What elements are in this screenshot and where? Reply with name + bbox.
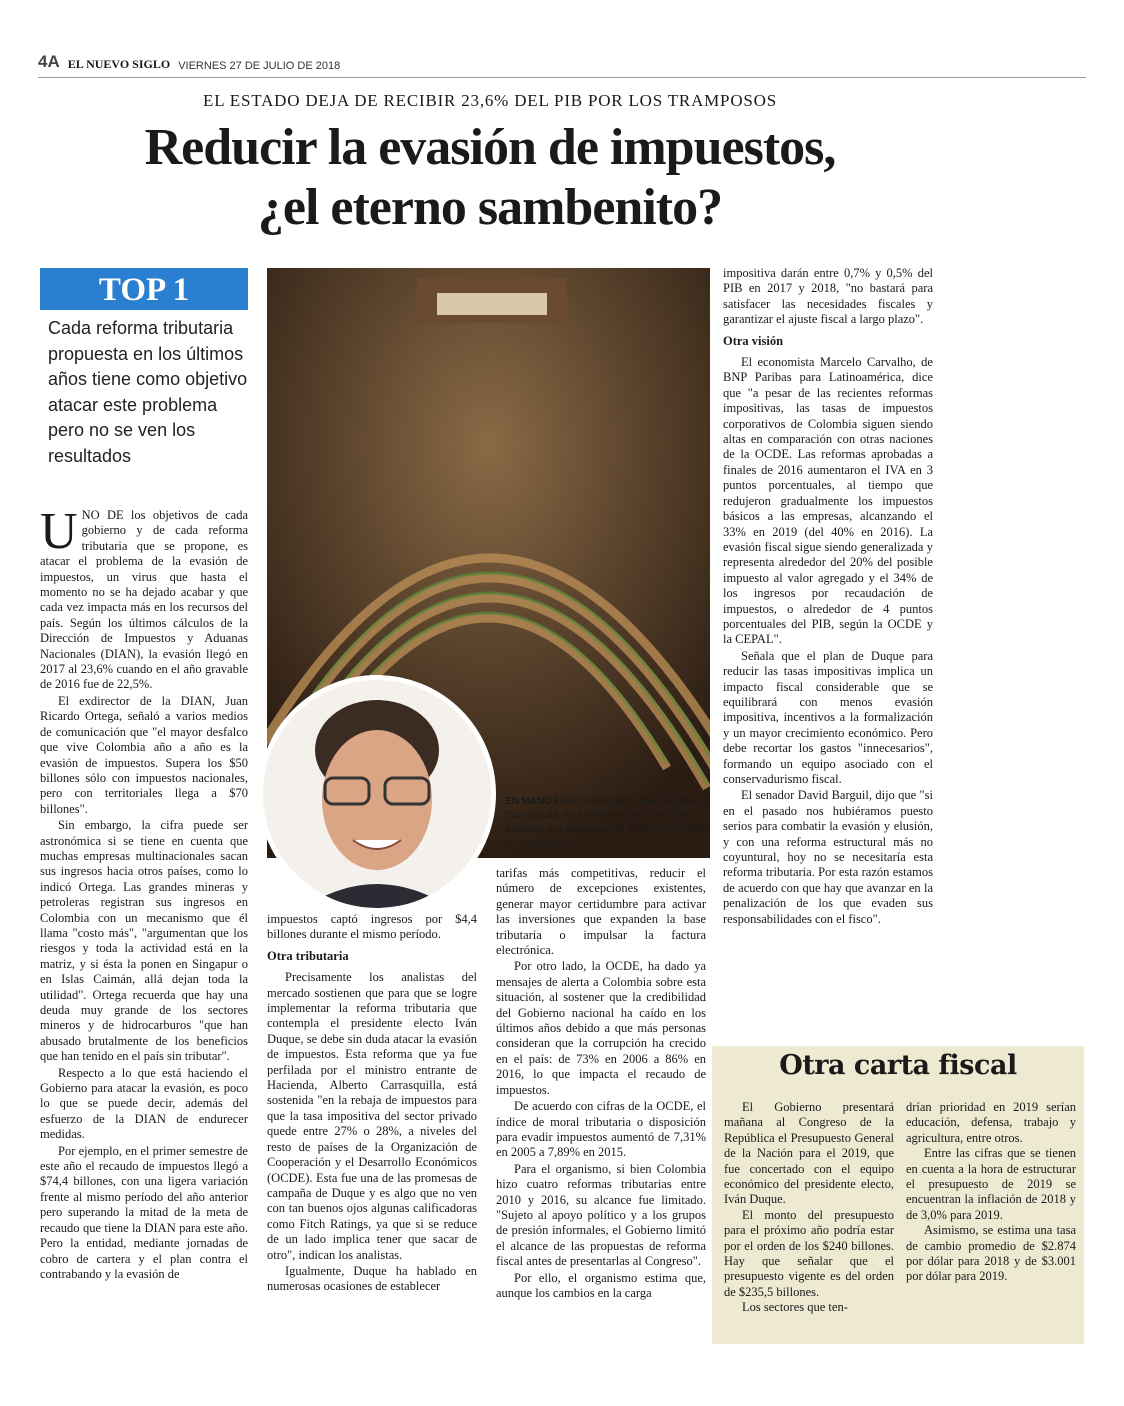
article-column-1 <box>40 503 248 1283</box>
col3-p5: Por ello, el organismo estima que, aunque los cambios en la carga <box>496 1270 706 1300</box>
sidebar-left-p1: El Gobierno presentará mañana al Congreso de la República el Presupuesto General de la Nación para el 2019, que fue concertado con el equipo económico del presidente electo, Iván Duque. <box>724 1100 894 1207</box>
sidebar-column-left <box>724 1100 894 1316</box>
col3-p4: Para el organismo, si bien Colombia hizo cuatro reformas tributarias entre 2010 y 2016, su alcance fue limitado. "Sujeto al apoyo político y a los grupos de presión informales, el Gobierno limitó el alcance de las propuestas de reforma fiscal antes de presentarlas al Congreso". <box>496 1161 706 1269</box>
col2-p2: Precisamente los analistas del mercado sostienen que para que se logre implementar la reforma tributaria que contempla el presidente electo Iván Duque, se debe sin duda atacar la evasión de impuestos. Esta reforma que ya fue perfilada por el ministro entrante de Hacienda, Alberto Carrasquilla, está sostenida "en la rebaja de impuestos para que la tasa impositiva del sector privado quede entre 27% o 28%, a niveles del resto de países de la Organización de Cooperación y el Desarrollo Económicos (OCDE). Esta fue una de las promesas de campaña de Duque y es algo que no ven con tan buenos ojos algunas calificadoras como Fitch Ratings, ya que si se reduce de un lado implica tener que sacar de otro", indican los analistas. <box>267 970 477 1262</box>
col4-p2: El economista Marcelo Carvalho, de BNP Paribas para Latinoamérica, dice que "a pesar de las recientes reformas impositivas, las tasas de impuestos corporativos de Colombia siguen siendo altas en comparación con otras naciones de la OCDE. Las reformas aprobadas a finales de 2016 aumentaron el IVA en 3 puntos porcentuales, al tiempo que redujeron gradualmente los impuestos básicos a las empresas, alcanzando el 33% en 2019 (del 40% en 2016). La evasión fiscal sigue siendo generalizada y representa alrededor del 20% del posible impuesto al valor agregado y el 34% de los ingresos por recaudación de impuestos, o alrededor de 4 puntos porcentuales del PIB, según la OCDE y la CEPAL". <box>723 355 933 647</box>
sidebar-right-p3: Asimismo, se estima una tasa de cambio promedio de $2.874 por dólar para 2018 y de $3.001 por dólar para 2019. <box>906 1223 1076 1284</box>
dropcap: U <box>40 503 78 560</box>
col3-p3: De acuerdo con cifras de la OCDE, el índice de moral tributaria o disposición para evadir impuestos aumentó de 7,31% en 2005 a 7,89% en 2015. <box>496 1099 706 1160</box>
col1-p3: Sin embargo, la cifra puede ser astronómica si se tiene en cuenta que muchas empresas multinacionales sacan sus ingresos hacia otros países, como lo indicó Ortega. Las grandes mineras y petroleras registran sus ingresos en Colombia con un mecanismo que él llama "costo más", "argumentan que los riesgos y toda la actividad está en la matriz, y si ésta la ponen en Singapur o en Islas Caimán, allá dejan toda la utilidad". Ortega recuerda que hay una deuda muy grande de los sectores mineros y de hidrocarburos "que han abusado brutalmente de los beneficios que han tenido en el país sin tributar". <box>40 818 248 1064</box>
col1-p2: El exdirector de la DIAN, Juan Ricardo Ortega, señaló a varios medios de comunicación que "el mayor desfalco que vive Colombia año a año es la evasión de impuestos. Supera los $50 billones sólo con impuestos nacionales, pero con territoriales llega a $70 billones". <box>40 693 248 816</box>
photo-caption <box>505 795 710 852</box>
col4-subhead: Otra visión <box>723 333 784 348</box>
article-column-4 <box>723 266 933 928</box>
newspaper-name: EL NUEVO SIGLO <box>67 57 171 71</box>
page-number: 4A <box>38 52 60 71</box>
headline-line1: Reducir la evasión de impuestos, <box>144 119 836 176</box>
col1-p1: NO DE los objetivos de cada gobierno y de cada reforma tributaria que se propone, es atacar el problema de la evasión de impuestos, un virus que hasta el momento no se ha dejado acabar y que cada vez impacta más en los recursos del país. Según los últimos cálculos de la Dirección de Impuestos y Aduanas Nacionales (DIAN), la evasión llegó en 2017 al 23,6% cuando en el año gravable de 2016 fue de 22,5%. <box>40 508 248 692</box>
col2-p1: impuestos captó ingresos por $4,4 billones durante el mismo período. <box>267 912 477 942</box>
portrait-photo <box>258 675 496 913</box>
article-column-3 <box>496 866 706 1302</box>
col4-p1: impositiva darán entre 0,7% y 0,5% del PIB en 2017 y 2018, "no bastará para satisfacer las necesidades fiscales y garantizar el ajuste fiscal a largo plazo". <box>723 266 933 327</box>
sidebar-column-right <box>906 1100 1076 1285</box>
col4-p4: El senador David Barguil, dijo que "si en el pasado nos hubiéramos puesto serios para combatir la evasión y elusión, y con una reforma estructural más no coyuntural, hoy no se necesitaría esta reforma tributaria. Por esta razón estamos de acuerdo con que hay que avanzar en la penalización de los que evaden sus responsabilidades con el fisco". <box>723 788 933 926</box>
sidebar-right-p2: Entre las cifras que se tienen en cuenta a la hora de estructurar el presupuesto de 2019 se encuentran la inflación de 2018 y de 3,0% para 2019. <box>906 1146 1076 1222</box>
page-header <box>38 50 1086 78</box>
sidebar-right-p1: drían prioridad en 2019 serían educación, defensa, trabajo y agricultura, entre otros. <box>906 1100 1076 1145</box>
caption-credit: /CNS <box>561 841 579 848</box>
top1-label: TOP 1 <box>40 268 248 310</box>
sidebar-left-p3: Los sectores que ten- <box>742 1300 848 1315</box>
article-column-2 <box>267 912 477 1296</box>
col1-p5: Por ejemplo, en el primer semestre de este año el recaudo de impuestos llegó a $74,4 billones, con una ligera variación frente al mismo período del año anterior pero superando la mitad de la meta de recaudo que tiene la DIAN para este año. Pero la entidad, mediante jornadas de cobro de cartera y el plan contra el contrabando y la evasión de <box>40 1143 248 1281</box>
col2-p3: Igualmente, Duque ha hablado en numerosas ocasiones de establecer <box>267 1263 477 1294</box>
sidebar-title: Otra carta fiscal <box>779 1050 1017 1081</box>
headline <box>0 118 980 238</box>
top1-text: Cada reforma tributaria propuesta en los últimos años tiene como objetivo atacar este problema pero no se ven los resultados <box>48 318 248 466</box>
headline-line2: ¿el eterno sambenito? <box>257 179 723 236</box>
issue-date: VIERNES 27 DE JULIO DE 2018 <box>178 60 341 72</box>
caption-text: del ministro de Hacienda, Alberto Carrasquilla, está el diseño de la reforma tributaria que presentará el gobierno entrante al Congreso. <box>505 796 709 849</box>
kicker: EL ESTADO DEJA DE RECIBIR 23,6% DEL PIB POR LOS TRAMPOSOS <box>203 91 777 110</box>
col3-p1: tarifas más competitivas, reducir el número de excepciones existentes, generar mayor certidumbre para activar las inversiones que expanden la base tributaria o impulsar la factura electrónica. <box>496 866 706 958</box>
col2-subhead: Otra tributaria <box>267 948 349 963</box>
caption-lead: EN MANOS <box>505 796 559 807</box>
minister-portrait-image <box>263 680 491 908</box>
col3-p2: Por otro lado, la OCDE, ha dado ya mensajes de alerta a Colombia sobre esta situación, al sostener que la credibilidad del Gobierno nacional ha caído en los últimos años debido a que más personas consideran que la corrupción ha crecido en el país: de 73% en 2006 a 86% en 2016, lo que impacta el recaudo de impuestos. <box>496 959 706 1097</box>
sidebar-left-p2: El monto del presupuesto para el próximo año podría estar por el orden de los $240 billones. Hay que señalar que el presupuesto vigente es del orden de $235,5 billones. <box>724 1207 894 1299</box>
col4-p3: Señala que el plan de Duque para reducir las tasas impositivas implica un impacto fiscal considerable que se equilibrará con menos evasión impositiva, incentivos a la formalización y un mayor crecimiento económico. Pero debe recortar los gastos "innecesarios", formando un equipo asociado con el conservadurismo fiscal. <box>723 648 933 786</box>
col1-p4: Respecto a lo que está haciendo el Gobierno para atacar la evasión, es poco lo que se puede decir, además del esfuerzo de la DIAN de endurecer medidas. <box>40 1065 248 1142</box>
